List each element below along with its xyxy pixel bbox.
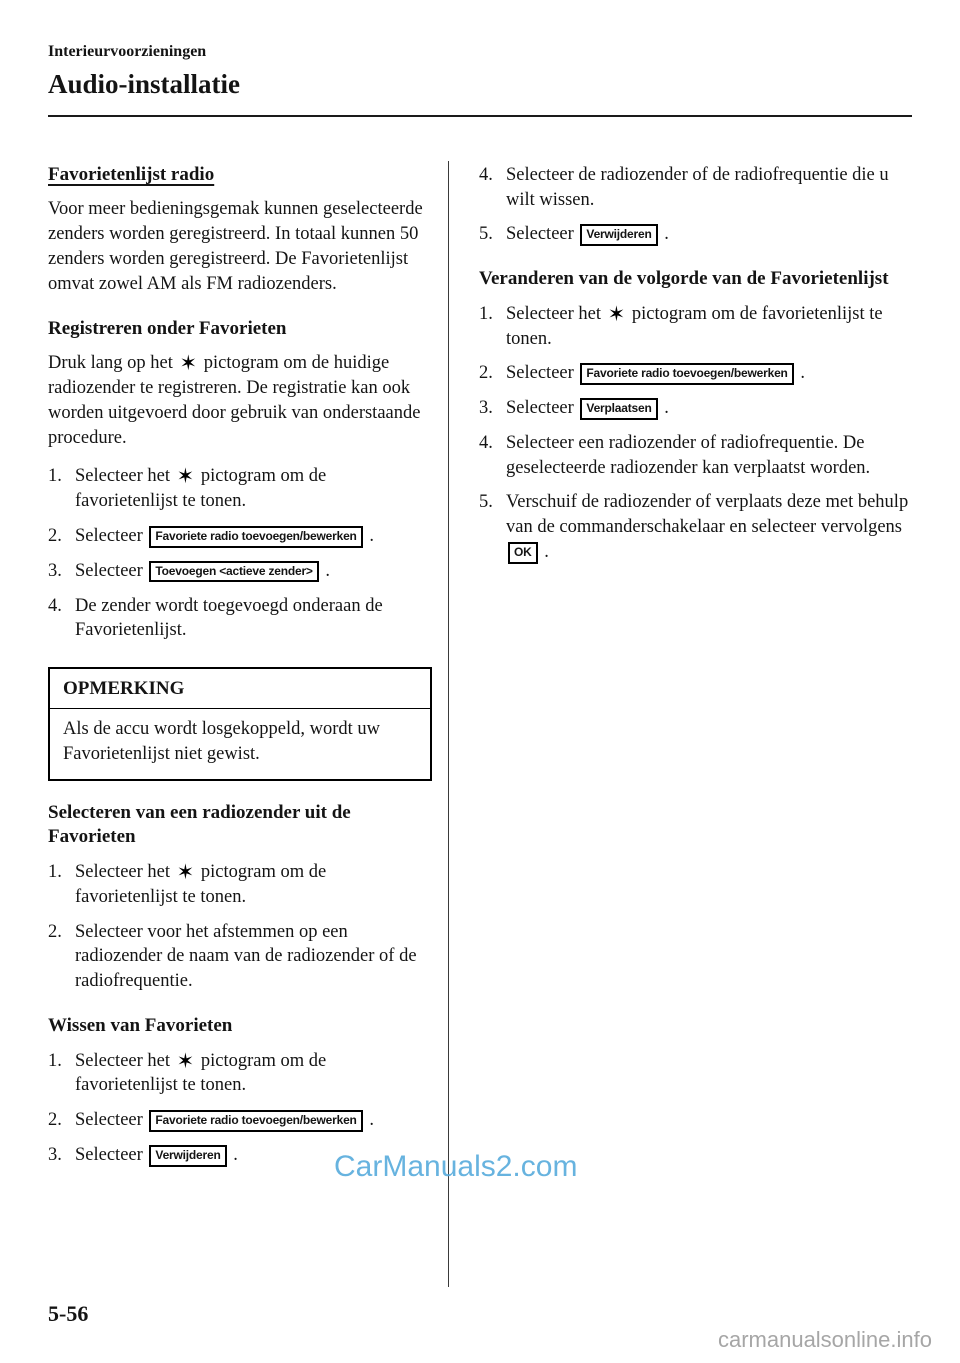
list-number: 4.	[479, 432, 493, 453]
text: Selecteer de radiozender of de radiofrequentie die u wilt wissen.	[506, 164, 889, 210]
intro-paragraph: Voor meer bedieningsgemak kunnen geselecteerde zenders worden geregistreerd. In totaal kunnen 50 zenders worden geregistreerd. De Favorietenlijst omvat zowel AM als FM radiozenders.	[48, 199, 423, 294]
text: .	[664, 224, 669, 245]
list-number: 3.	[48, 1144, 62, 1165]
wissen-steps-continued	[479, 163, 912, 247]
list-item	[479, 361, 912, 386]
text: pictogram om de favorietenlijst te tonen.	[75, 862, 327, 907]
text: Selecteer voor het afstemmen op een radiozender de naam van de radiozender of de radiofrequentie.	[75, 921, 417, 992]
text: Selecteer het	[75, 862, 171, 882]
text: pictogram om de favorietenlijst te tonen.	[506, 303, 883, 349]
heading-favorietenlijst-radio: Favorietenlijst radio	[48, 163, 215, 185]
list-number: 5.	[479, 224, 493, 245]
text: Selecteer	[506, 363, 574, 384]
text: Selecteer	[506, 398, 574, 419]
list-number: 4.	[48, 595, 62, 616]
list-item	[48, 559, 432, 584]
text: .	[664, 398, 669, 419]
page-number: 5-56	[48, 1301, 89, 1326]
heading-registreren-onder-favorieten: Registreren onder Favorieten	[48, 317, 287, 339]
list-item	[479, 302, 912, 352]
text: Selecteer het	[75, 466, 171, 487]
text: Selecteer	[75, 1144, 143, 1165]
text: De zender wordt toegevoegd onderaan de Favorietenlijst.	[75, 595, 383, 641]
text: pictogram om de huidige radiozender te registreren. De registratie kan ook worden uitgevoerd door gebruik van onderstaande procedure.	[48, 353, 421, 448]
text: .	[325, 560, 330, 581]
text: pictogram om de favorietenlijst te tonen.	[75, 466, 327, 512]
text: Selecteer een radiozender of radiofrequentie. De geselecteerde radiozender kan verplaatst worden.	[506, 432, 871, 478]
text: Selecteer	[75, 560, 143, 581]
list-item	[48, 524, 432, 549]
star-icon: ✶	[176, 464, 195, 489]
list-number: 2.	[48, 1110, 62, 1131]
star-icon: ✶	[179, 351, 198, 376]
list-number: 2.	[48, 921, 62, 942]
note-title: OPMERKING	[50, 669, 430, 709]
button-toevoegen-actieve-zender: Toevoegen <actieve zender>	[149, 561, 318, 583]
text: .	[369, 1110, 374, 1131]
text: Selecteer het	[506, 303, 602, 324]
star-icon: ✶	[176, 860, 195, 884]
button-favoriete-radio-toevoegen-bewerken: Favoriete radio toevoegen/bewerken	[149, 1110, 362, 1132]
list-item	[48, 594, 432, 644]
text: Selecteer	[75, 1110, 143, 1131]
page-title: Audio-installatie	[48, 69, 241, 99]
breadcrumb: Interieurvoorzieningen	[48, 43, 207, 60]
text: .	[369, 525, 374, 546]
star-icon: ✶	[607, 301, 626, 326]
selecteren-steps	[48, 860, 432, 994]
text: .	[800, 363, 805, 384]
veranderen-steps	[479, 302, 912, 565]
list-item	[479, 431, 912, 481]
heading-selecteren-radiozender: Selecteren van een radiozender uit de Favorieten	[48, 801, 351, 848]
text: Selecteer	[75, 525, 143, 546]
list-item	[479, 490, 912, 564]
list-item	[48, 920, 432, 994]
list-number: 3.	[48, 560, 62, 581]
list-item	[479, 222, 912, 247]
page-header	[0, 0, 960, 117]
left-column	[48, 161, 448, 1287]
registreren-paragraph	[48, 351, 432, 450]
button-favoriete-radio-toevoegen-bewerken: Favoriete radio toevoegen/bewerken	[580, 363, 793, 385]
text: Selecteer	[506, 224, 574, 245]
heading-wissen-van-favorieten: Wissen van Favorieten	[48, 1014, 233, 1036]
button-verplaatsen: Verplaatsen	[580, 398, 657, 420]
text: Selecteer het	[75, 1050, 171, 1071]
text: pictogram om de favorietenlijst te tonen.	[75, 1050, 327, 1096]
list-number: 4.	[479, 164, 493, 185]
text: .	[233, 1144, 238, 1165]
list-number: 1.	[48, 862, 62, 882]
list-number: 1.	[479, 303, 493, 324]
button-verwijderen: Verwijderen	[580, 224, 657, 246]
watermark: CarManuals2.com	[334, 1150, 578, 1183]
right-column	[449, 161, 912, 1287]
note-body: Als de accu wordt losgekoppeld, wordt uw Favorietenlijst niet gewist.	[63, 719, 381, 764]
content-columns	[48, 161, 912, 1287]
list-item	[48, 860, 432, 910]
list-number: 5.	[479, 492, 493, 513]
list-item	[48, 1108, 432, 1133]
heading-veranderen-volgorde: Veranderen van de volgorde van de Favorietenlijst	[479, 268, 889, 290]
list-item	[48, 464, 432, 514]
note-box	[48, 667, 432, 781]
header-rule	[48, 115, 912, 117]
button-verwijderen: Verwijderen	[149, 1145, 226, 1167]
list-item	[479, 396, 912, 421]
list-item	[479, 163, 912, 213]
list-item	[48, 1049, 432, 1099]
button-ok: OK	[508, 542, 538, 564]
button-favoriete-radio-toevoegen-bewerken: Favoriete radio toevoegen/bewerken	[149, 526, 362, 548]
site-credit: carmanualsonline.info	[717, 1327, 932, 1352]
star-icon: ✶	[176, 1048, 195, 1073]
text: .	[544, 542, 549, 563]
text: Druk lang op het	[48, 353, 173, 374]
registreren-steps	[48, 464, 432, 643]
list-number: 3.	[479, 398, 493, 419]
list-number: 2.	[48, 525, 62, 546]
list-number: 2.	[479, 363, 493, 384]
list-number: 1.	[48, 466, 62, 487]
list-number: 1.	[48, 1050, 62, 1071]
text: Verschuif de radiozender of verplaats deze met behulp van de commanderschakelaar en selecteer vervolgens	[506, 492, 909, 538]
